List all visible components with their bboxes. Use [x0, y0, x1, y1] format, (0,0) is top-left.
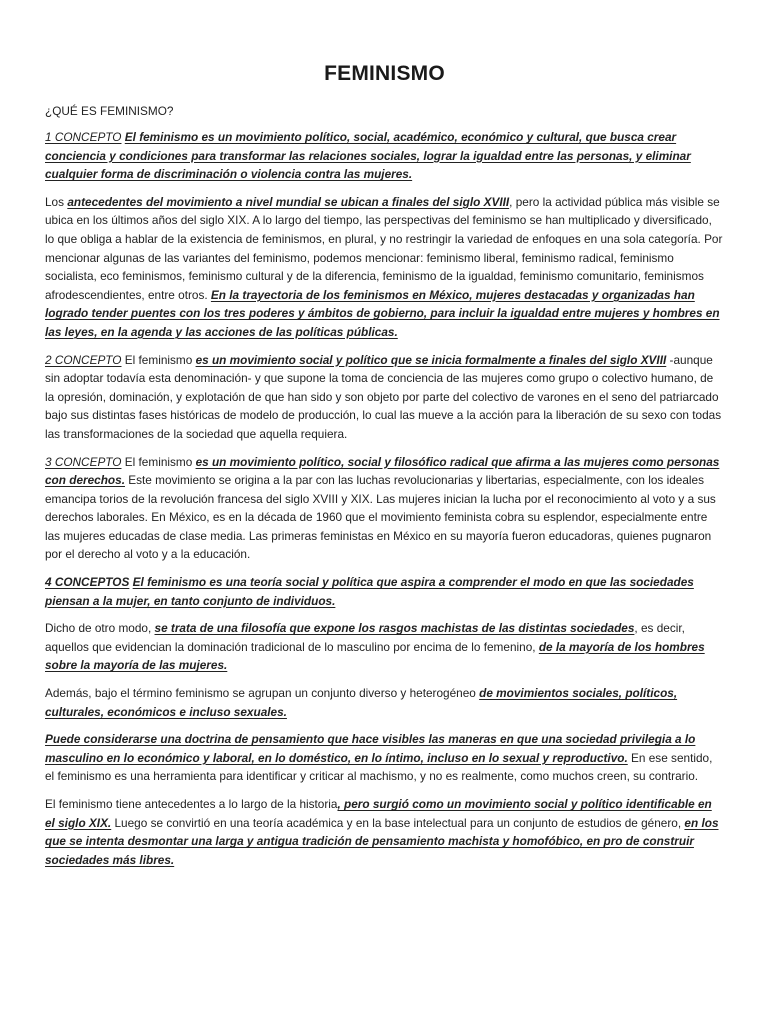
emphasized-text: El feminismo es una teoría social y política que aspira a comprender el modo en que las sociedades piensan a la mujer, en tanto conjunto de individuos. [45, 575, 694, 608]
body-text: , es decir, aquellos que evidencian la dominación tradicional de lo masculino por encima de lo femenino, [45, 621, 685, 654]
paragraph [45, 128, 724, 184]
concept-label: 3 CONCEPTO [45, 454, 122, 469]
paragraph [45, 684, 724, 721]
paragraph [45, 730, 724, 786]
emphasized-text: 4 CONCEPTOS [45, 575, 130, 590]
emphasized-text: es un movimiento político, social y filosófico radical que afirma a las mujeres como personas con derechos. [45, 454, 720, 488]
body-text: En ese sentido, el feminismo es una herramienta para identificar y criticar al machismo, y no es realmente, como muchos creen, su contrario. [45, 750, 713, 784]
body-text: Además, bajo el término feminismo se agrupan un conjunto diverso y heterogéneo [45, 686, 480, 701]
body-text: El feminismo tiene antecedentes a lo largo de la historia [45, 797, 338, 811]
body-text: Este movimiento se origina a la par con las luchas revolucionarias y libertarias, especialmente, con los ideales emancipa torios de la revolución francesa del siglo XVIII y XIX. Las mujeres inician la lucha por el reconocimiento al voto y a sus derechos laborales. En México, es en la década de 1960 que el movimiento feminista cobra su esplendor, especialmente entre las mujeres educadas de clase media. Las primeras feministas en México en su mayoría fueron educadoras, quienes pugnaron por el derecho al voto y a la educación. [45, 473, 716, 562]
document-title: FEMINISMO [324, 62, 445, 85]
document-body [45, 128, 724, 869]
body-text: Luego se convirtió en una teoría académica y en la base intelectual para un conjunto de estudios de género, [111, 815, 685, 830]
paragraph [45, 351, 724, 444]
body-text: , pero la actividad pública más visible se ubica en los últimos años del siglo XIX. A lo largo del tiempo, las perspectivas del feminismo se han multiplicado y diversificado, lo que obliga a hablar de la existencia de feminismos, en plural, y no restringir la variedad de enfoques en una sola categoría. Por mencionar algunas de las variantes del feminismo, podemos mencionar: feminismo liberal, feminismo radical, feminismo socialista, eco feminismos, feminismo cultural y de la diferencia, feminismo de la igualdad, feminismo comunitario, feminismos afrodescendientes, entre otros. [45, 194, 723, 302]
body-text: Los [45, 194, 68, 209]
emphasized-text: es un movimiento social y político que se inicia formalmente a finales del siglo XVIII [195, 352, 667, 367]
body-text: El feminismo [121, 454, 196, 469]
emphasized-text: antecedentes del movimiento a nivel mundial se ubican a finales del siglo XVIII [67, 194, 510, 209]
emphasized-text: de movimientos sociales, políticos, culturales, económicos e incluso sexuales. [45, 686, 678, 719]
body-text: Dicho de otro modo, [45, 621, 155, 636]
concept-label: 1 CONCEPTO [45, 130, 122, 144]
body-text: -aunque sin adoptar todavía esta denominación- y que supone la toma de conciencia de las mujeres como grupo o colectivo humano, de la opresión, dominación, y explotación de que han sido y son objeto por parte del colectivo de varones en el seno del patriarcado bajo sus distintas fases históricas de modelo de producción, lo cual las mueve a la acción para la liberación de su sexo con todas las transformaciones de la sociedad que aquella requiera. [45, 352, 722, 441]
paragraph [45, 573, 724, 610]
paragraph [45, 453, 724, 565]
concept-label: 2 CONCEPTO [45, 352, 122, 367]
body-text: El feminismo [121, 352, 196, 367]
emphasized-text: se trata de una filosofía que expone los rasgos machistas de las distintas sociedades [154, 621, 635, 636]
paragraph [45, 619, 724, 675]
section-question: ¿QUÉ ES FEMINISMO? [45, 104, 174, 118]
emphasized-text: , pero surgió como un movimiento social y político identificable en el siglo XIX. [45, 797, 712, 830]
emphasized-text: El feminismo es un movimiento político, social, académico, económico y cultural, que busca crear conciencia y condiciones para transformar las relaciones sociales, lograr la igualdad entre las personas, y eliminar cualquier forma de discriminación o violencia contra las mujeres. [45, 130, 691, 182]
emphasized-text: en los que se intenta desmontar una larga y antigua tradición de pensamiento machista y homofóbico, en pro de construir sociedades más libres. [45, 815, 719, 867]
paragraph [45, 193, 724, 342]
emphasized-text: de la mayoría de los hombres sobre la mayoría de las mujeres. [45, 639, 705, 673]
paragraph [45, 795, 724, 869]
emphasized-text: Puede considerarse una doctrina de pensamiento que hace visibles las maneras en que una sociedad privilegia a lo masculino en lo económico y laboral, en lo doméstico, en lo íntimo, incluso en lo sexual y reproductivo. [45, 732, 696, 765]
emphasized-text: En la trayectoria de los feminismos en México, mujeres destacadas y organizadas han logrado tender puentes con los tres poderes y ámbitos de gobierno, para incluir la igualdad entre mujeres y hombres en las leyes, en la agenda y las acciones de las políticas públicas. [45, 287, 720, 339]
